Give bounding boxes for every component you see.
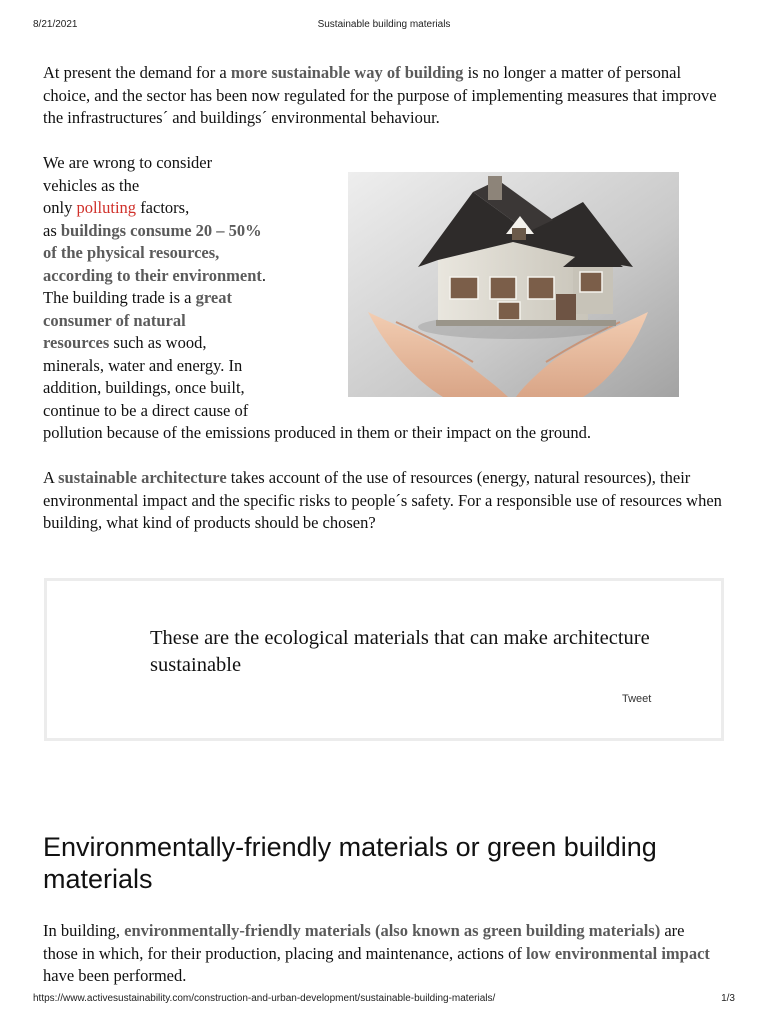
page-footer bbox=[0, 993, 768, 1007]
link-consumer-natural[interactable]: consumer of natural bbox=[43, 310, 186, 330]
green-materials-paragraph: In building, environmentally-friendly materials (also known as green building materials) are those in which, for their production, placing and maintenance, actions of low environmental impact have been performed. bbox=[43, 921, 710, 985]
link-buildings-consume[interactable]: buildings consume 20 – 50% bbox=[60, 220, 262, 240]
link-sustainable-way[interactable]: more sustainable way of building bbox=[230, 63, 464, 82]
page-url: https://www.activesustainability.com/construction-and-urban-development/sustainable-building-materials/ bbox=[33, 993, 496, 1004]
link-great[interactable]: great bbox=[195, 288, 232, 307]
link-eco-materials[interactable]: environmentally-friendly materials (also known as green building materials) bbox=[124, 921, 661, 940]
section-heading: Environmentally-friendly materials or green building materials bbox=[43, 832, 657, 894]
intro-paragraph: At present the demand for a more sustainable way of building is no longer a matter of personal choice, and the sector has been now regulated for the purpose of implementing measures that improve the infrastructures´ and buildings´ environmental behaviour. bbox=[43, 63, 717, 127]
link-polluting[interactable]: polluting bbox=[76, 198, 137, 217]
tweet-quote-box bbox=[44, 578, 724, 741]
link-physical-resources[interactable]: of the physical resources, bbox=[43, 243, 220, 262]
page-number: 1/3 bbox=[721, 993, 735, 1004]
house-in-hands-image bbox=[348, 172, 679, 397]
link-sustainable-architecture[interactable]: sustainable architecture bbox=[58, 468, 227, 487]
print-title: Sustainable building materials bbox=[317, 19, 451, 30]
link-low-impact[interactable]: low environmental impact bbox=[525, 943, 710, 963]
link-resources[interactable]: resources bbox=[43, 333, 110, 352]
print-date: 8/21/2021 bbox=[33, 19, 78, 30]
tweet-button[interactable]: Tweet bbox=[622, 693, 652, 705]
link-environment[interactable]: according to their environment bbox=[43, 265, 262, 285]
house-illustration bbox=[348, 172, 679, 397]
quote-text: These are the ecological materials that can make architecture sustainable bbox=[150, 627, 650, 676]
page-header bbox=[0, 19, 768, 33]
pollution-paragraph: We are wrong to consider vehicles as the only polluting factors, as buildings consume 20 – 50% of the physical resources, according to their environment. The building trade is a great consumer of natural resources such as wood, minerals, water and energy. In addition, buildings, once built, continue to be a direct cause of pollution because of the emissions produced in them or their impact on the ground. bbox=[43, 153, 592, 442]
architecture-paragraph: A sustainable architecture takes account of the use of resources (energy, natural resources), their environmental impact and the specific risks to people´s safety. For a responsible use of resources when building, what kind of products should be chosen? bbox=[43, 468, 722, 532]
